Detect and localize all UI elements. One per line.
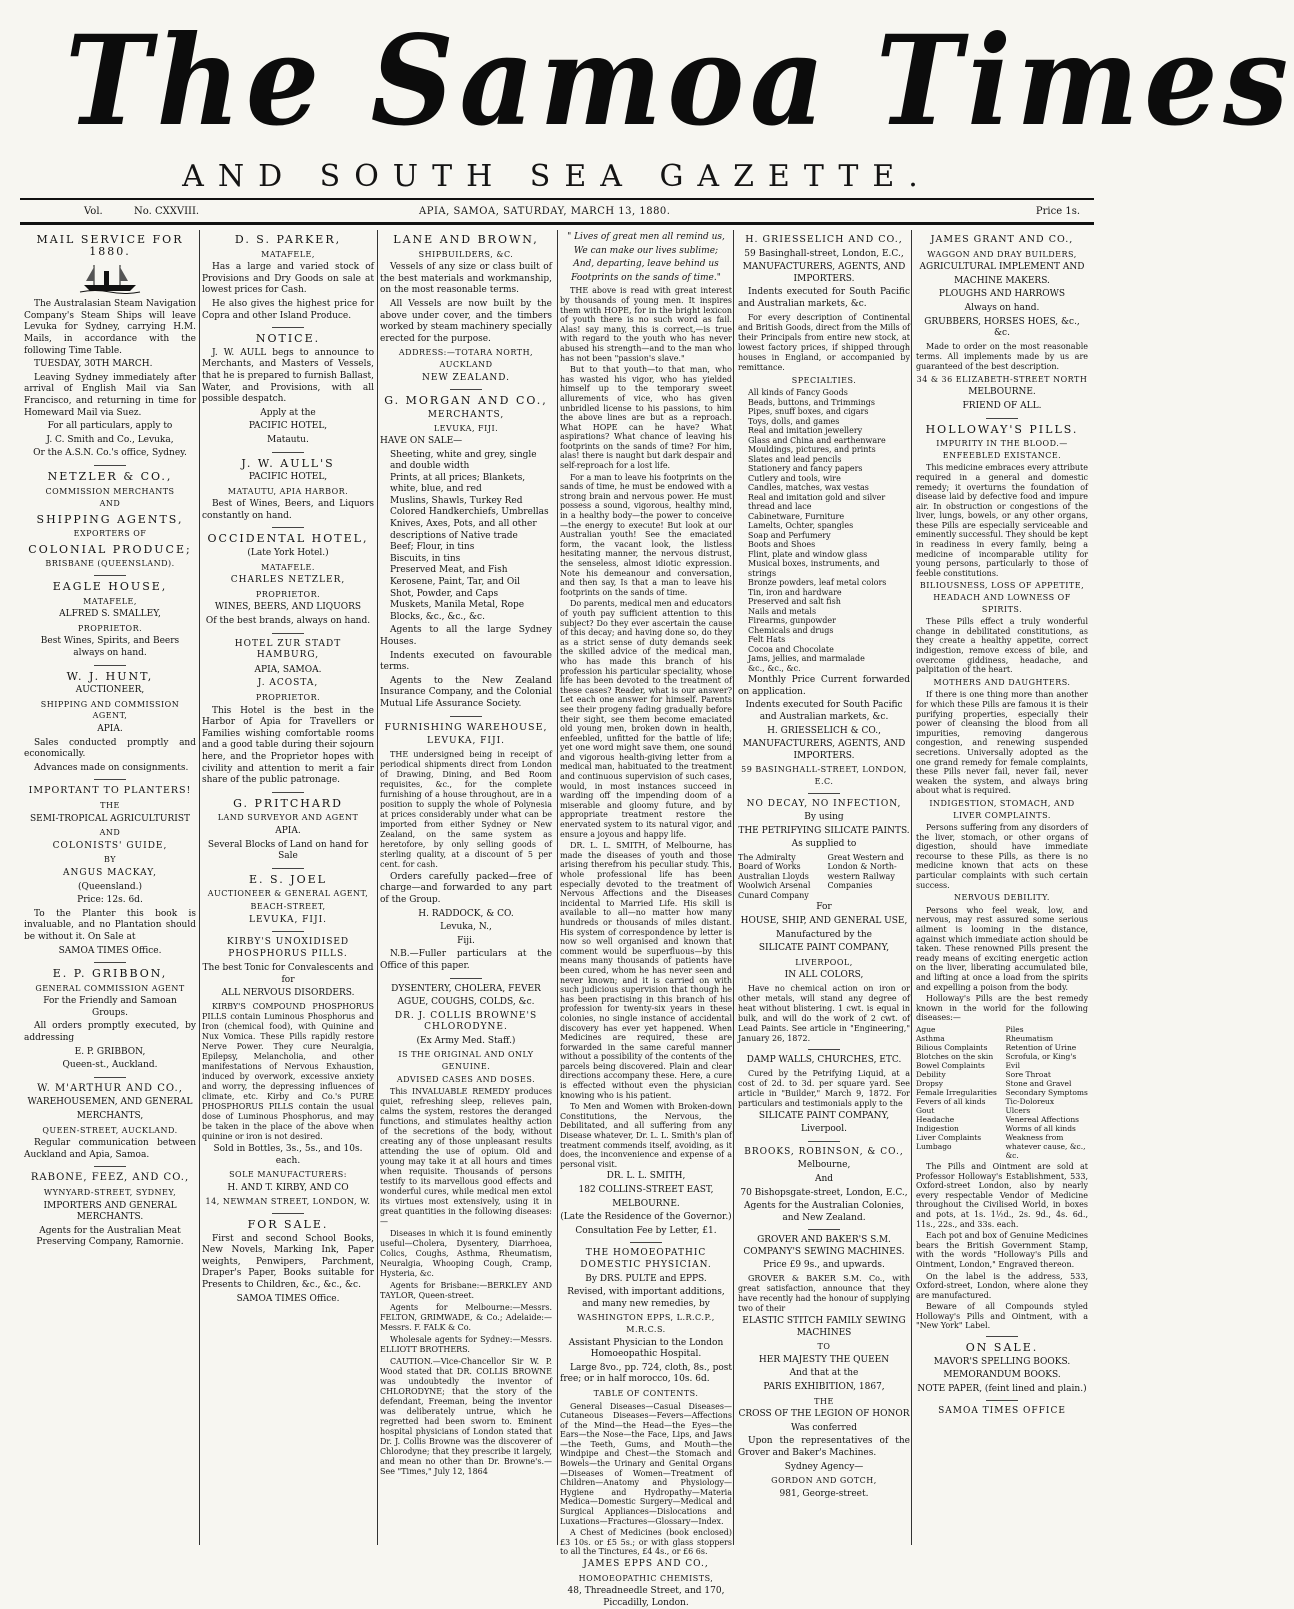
silicate-paint-ad: NO DECAY, NO INFECTION, By using THE PETRIFYING SILICATE PAINTS. As supplied to The Admiralty Board of Works Australian Lloyds Woolwich Arsenal Cunard Company Great Western and London & North- western Railway Companies For HOUSE, SHIP, AND GENERAL USE, Manufactured by the SILICATE PAINT COMPANY, LIVERPOOL, IN ALL COLORS, Have no chemical action on iron or other metals, will stand any degree of heat without blistering. 1 cwt. is equal in bulk, and will do the work of 2 cwt. of Lead Paints. See article in "Engineering," January 26, 1872. (738, 798, 910, 1043)
planters-guide-ad: IMPORTANT TO PLANTERS! THE SEMI-TROPICAL AGRICULTURIST AND COLONISTS' GUIDE, BY ANGUS MACKAY, (Queensland.) Price: 12s. 6d. To the Planter this book is invaluable, and no Plantation should be without it. On Sale at SAMOA TIMES Office. (24, 785, 196, 956)
divider (94, 1077, 126, 1078)
divider (808, 1049, 840, 1050)
divider (272, 868, 304, 869)
divider (94, 465, 126, 466)
pritchard-ad: G. PRITCHARD LAND SURVEYOR AND AGENT APIA. Several Blocks of Land on hand for Sale (207, 796, 369, 862)
suppliers-list: The Admiralty Board of Works Australian Lloyds Woolwich Arsenal Cunard Company Great Western and London & North- western Railway Companies (738, 852, 904, 900)
for-sale-ad: FOR SALE. First and second School Books, New Novels, Marking Ink, Paper weights, Penwipers, Parchment, Draper's Paper, Books suitable for Presents to Children, &c., &c., &c. SAMOA TIMES Office. (202, 1218, 374, 1304)
mail-service-ad: MAIL SERVICE FOR 1880. The Australasian Steam Navigation Company's Steam Ships will leave Levuka for Sydney, carrying H.M. Mails, in accordance with the following Time Table. TUESDAY, 30TH MARCH. Leaving Sydney immediately after arrival of English Mail via San Francisco, and returning in time for Homeward Mail via Suez. For all particulars, apply to J. C. Smith and Co., Levuka, Or the A.S.N. Co.'s office, Sydney. (24, 233, 196, 459)
damp-walls-ad: DAMP WALLS, CHURCHES, ETC. Cured by the Petrifying Liquid, at a cost of 2d. to 3d. per square yard. See article in "Builder," March 9, 1872. For particulars and testimonials apply to the SILICATE PAINT COMPANY, Liverpool. (738, 1054, 910, 1135)
divider (94, 962, 126, 963)
divider (450, 389, 482, 390)
column-1 (24, 230, 196, 1548)
divider (808, 793, 840, 794)
grover-baker-ad: GROVER AND BAKER'S S.M. COMPANY'S SEWING MACHINES. Price £9 9s., and upwards. GROVER & BAKER S.M. Co., with great satisfaction, announce that they have recently had the honour of supplying two of their ELASTIC STITCH FAMILY SEWING MACHINES TO HER MAJESTY THE QUEEN And that at the PARIS EXHIBITION, 1867, THE CROSS OF THE LEGION OF HONOR Was conferred Upon the representatives of the Grover and Baker's Machines. Sydney Agency— GORDON AND GOTCH, 981, George-street. (738, 1235, 910, 1499)
pacific-hotel-ad: J. W. AULL'S PACIFIC HOTEL, MATAUTU, APIA HARBOR. Best of Wines, Beers, and Liquors constantly on hand. (202, 456, 374, 521)
marthur-ad: W. M'ARTHUR AND CO., WAREHOUSEMEN, AND GENERAL MERCHANTS, QUEEN-STREET, AUCKLAND. Regular communication between Auckland and Apia, Samoa. (24, 1082, 196, 1160)
diseases-list: Ague Asthma Bilious Complaints Blotches on the skin Bowel Complaints Debility Dropsy Female Irregularities Fevers of all kinds Gout Headache Indigestion Liver Complaints Lumbago Piles Rheumatism Retention of Urine Scrofula, or King's Evil Sore Throat Stone and Gravel Secondary Symptoms Tic-Doloreux Ulcers Venereal Affections Worms of all kinds Weakness from whatever cause, &c., &c. (916, 1024, 1088, 1160)
divider (986, 1400, 1018, 1401)
column-5 (738, 230, 910, 1548)
divider (450, 716, 482, 717)
divider (808, 1229, 840, 1230)
divider (94, 575, 126, 576)
divider (272, 931, 304, 932)
morgan-ad: G. MORGAN AND CO., MERCHANTS, LEVUKA, FIJI. HAVE ON SALE— Sheeting, white and grey, single and double width Prints, at all prices; Blankets, white, blue, and red Muslins, Shawls, Turkey Red Colored Handkerchiefs, Umbrellas Knives, Axes, Pots, and all other descriptions of Native trade Beef; Flour, in tins Biscuits, in tins Preserved Meat, and Fish Kerosene, Paint, Tar, and Oil Shot, Powder, and Caps Muskets, Manila Metal, Rope Blocks, &c., &c., &c. Agents to all the large Sydney Houses. Indents executed on favourable terms. Agents to the New Zealand Insurance Company, and the Colonial Mutual Life Assurance Society. (380, 394, 552, 709)
joel-ad: E. S. JOEL AUCTIONEER & GENERAL AGENT, BEACH-STREET, LEVUKA, FIJI. (207, 872, 369, 925)
occidental-hotel-ad: OCCIDENTAL HOTEL, (Late York Hotel.) MATAFELE. CHARLES NETZLER, PROPRIETOR. WINES, BEERS, AND LIQUORS Of the best brands, always on hand. (205, 532, 371, 627)
steamship-icon (80, 261, 140, 295)
divider (272, 452, 304, 453)
column-2 (202, 230, 374, 1548)
masthead-rule-top (20, 198, 1094, 200)
kirby-pills-ad: KIRBY'S UNOXIDISED PHOSPHORUS PILLS. The best Tonic for Convalescents and for ALL NERVOUS DISORDERS. KIRBY'S COMPOUND PHOSPHORUS PILLS contain Luminous Phosphorus and Iron (chemical food), with Quinine and Nux Vomica. These Pills rapidly restore Nerve Power. They cure Neuralgia, Epilepsy, Melancholia, and other manifestations of Nervous Exhaustion, induced by overwork, excessive anxiety and worry, the depressing influences of climate, etc. Kirby and Co.'s PURE PHOSPHORUS PILLS contain the usual dose of Luminous Phosphorus, and may be taken in the place of the above when quinine or iron is not desired. Sold in Bottles, 3s., 5s., and 10s. each. SOLE MANUFACTURERS: H. AND T. KIRBY, AND CO 14, NEWMAN STREET, LONDON, W. (202, 937, 374, 1207)
newspaper-subtitle: AND SOUTH SEA GAZETTE. (182, 159, 932, 194)
column-4 (560, 230, 732, 1608)
masthead-rule-bottom (20, 222, 1094, 225)
column-3 (380, 230, 552, 1548)
divider (272, 1213, 304, 1214)
column-6 (916, 230, 1088, 1548)
issue-number: No. CXXVIII. (134, 206, 200, 217)
on-sale-ad: ON SALE. MAVOR'S SPELLING BOOKS. MEMORANDUM BOOKS. NOTE PAPER, (feint lined and plain.) SAMOA TIMES OFFICE (917, 1341, 1087, 1417)
eagle-house-ad: EAGLE HOUSE, MATAFELE, ALFRED S. SMALLEY, PROPRIETOR. Best Wines, Spirits, and Beers always on hand. (40, 580, 180, 659)
divider (986, 418, 1018, 419)
gribbon-ad: E. P. GRIBBON, GENERAL COMMISSION AGENT For the Friendly and Samoan Groups. All orders promptly executed, by addressing E. P. GRIBBON, Queen-st., Auckland. (24, 967, 196, 1071)
divider (94, 1166, 126, 1167)
divider (272, 633, 304, 634)
footprints-article: " Lives of great men all remind us, We can make our lives sublime; And, departing, leave behind us Footprints on the sands of time." THE above is read with great interest by thousands of young men. It inspires them with HOPE, for in the bright lexicon of youth there is no such word as fail. Alas! say many, this is correct,—is true with regard to the youth who has never abused his strength—and to the man who has not been "passion's slave." But to that youth—to that man, who has wasted his vigor, who has yielded himself up to the temporary sweet allurements of vice, who has given unbridled license to his passions, to him the above lines are but as a reproach. What HOPE can he have? What aspirations? What chance of leaving his footprints on the sands of time? For him, alas! there is naught but dark despair and self-reproach for a lost life. For a man to leave his footprints on the sands of time, he must be endowed with a strong brain and nervous power. He must possess a sound, vigorous, healthy mind, in a healthy body—the power to conceive—the energy to execute! But look at our Australian youth! See the emaciated form, the vacant look, the listless hesitating manner, the nervous distrust, the senseless, almost idiotic expression. Note his demeanour and conversation, and then say, Is that a man to leave his footprints on the sands of time. Do parents, medical men and educators of youth pay sufficient attention to this subject? Do they ever ascertain the cause of this decay; and having done so, do they as a strict sense of duty demands seek the skilled advice of the medical man, who has made this branch of his profession his particular speciality, whose life has been devoted to the treatment of these cases? Reader, what is our answer? Let each one answer for himself. Parents see their progeny fading gradually before their sight, see them become emaciated old young men, broken down in health, enfeebled, unfitted for the battle of life; yet one word might save them, one sound and vigorous health-giving letter from a medical man, habituated to the treatment and continuous supervision of such cases, would, in most instances succeed in warding off the impending doom of a miserable and gloomy future, and by appropriate treatment restore the enervated system to its natural vigor, and ensure a joyous and happy life. DR. L. L. SMITH, of Melbourne, has made the diseases of youth and those arising therefrom his peculiar study. This, whole professional life has been especially devoted to the treatment of Nervous Affections and the Diseases incidental to Married Life. His skill is available to all—no matter how many hundreds or thousands of miles distant. His system of correspondence by letter is now so well organised and known that comment would be superfluous—by this means many thousands of patients have been cured, whom he has never seen and never known; and it is carried on with such judicious supervision that though he has been practising in this branch of his profession for twenty-six years in these colonies, no single instance of accidental discovery has ever yet happened. When Medicines are required, these are forwarded in the same careful manner without a possibility of the contents of the parcels being discovered. Plain and clear directions accompany these. Here, a cure is effected without even the physician knowing who is his patient. To Men and Women with Broken-down Constitutions, the Nervous, the Debilitated, and all suffering from any Disease whatever, Dr. L. L. Smith's plan of treatment commends itself, avoiding, as it does, the inconvenience and expense of a personal visit. DR. L. L. SMITH, 182 COLLINS-STREET EAST, MELBOURNE. (Late the Residence of the Governor.) Consultation Fee by Letter, £1. (560, 232, 732, 1236)
page-columns (18, 230, 1098, 1608)
divider (272, 527, 304, 528)
aull-notice: NOTICE. J. W. AULL begs to announce to Merchants, and Masters of Vessels, that he is prepared to furnish Ballast, Water, and Provisions, with all possible despatch. Apply at the PACIFIC HOTEL, Matautu. (202, 332, 374, 445)
dateline-bar (24, 203, 1090, 221)
lane-brown-ad: LANE AND BROWN, SHIPBUILDERS, &C. Vessels of any size or class built of the best materials and workmanship, on the most reasonable terms. All Vessels are now built by the above under cover, and the timbers worked by steam machinery specially erected for the purpose. ADDRESS:—TOTARA NORTH, AUCKLAND NEW ZEALAND. (380, 233, 552, 383)
james-grant-ad: JAMES GRANT AND CO., WAGGON AND DRAY BUILDERS, AGRICULTURAL IMPLEMENT AND MACHINE MAKERS. PLOUGHS AND HARROWS Always on hand. GRUBBERS, HORSES HOES, &c., &c. Made to order on the most reasonable terms. All implements made by us are guaranteed of the best description. 34 & 36 ELIZABETH-STREET NORTH MELBOURNE. FRIEND OF ALL. (916, 234, 1088, 411)
brooks-robinson-ad: BROOKS, ROBINSON, & CO., Melbourne, And 70 Bishopsgate-street, London, E.C., Agents for the Australian Colonies, and New Zealand. (740, 1146, 908, 1223)
divider (94, 665, 126, 666)
issue-price: Price 1s. (1035, 206, 1080, 217)
issue-date: APIA, SAMOA, SATURDAY, MARCH 13, 1880. (419, 206, 671, 217)
furnishing-warehouse-ad: FURNISHING WAREHOUSE, LEVUKA, FIJI. THE undersigned being in receipt of periodical shipments direct from London of Drawing, Dining, and Bed Room requisites, &c., for the complete furnishing of a house throughout, are in a position to supply the whole of Polynesia at prices considerably under what can be imported from either Sydney or New Zealand, on the same system as heretofore, by only selling goods of sterling quality, at a discount of 5 per cent. for cash. Orders carefully packed—free of charge—and forwarded to any part of the Group. H. RADDOCK, & CO. Levuka, N., Fiji. N.B.—Fuller particulars at the Office of this paper. (380, 721, 552, 971)
divider (808, 1141, 840, 1142)
divider (272, 792, 304, 793)
griesselich-ad: H. GRIESSELICH AND CO., 59 Basinghall-street, London, E.C., MANUFACTURERS, AGENTS, AND IMPORTERS. Indents executed for South Pacific and Australian markets, &c. For every description of Continental and British Goods, direct from the Mills of their Principals from entire new stock, at lowest factory prices, if shipped through houses in England, or accompanied by remittance. SPECIALTIES. All kinds of Fancy Goods Beads, buttons, and Trimmings Pipes, snuff boxes, and cigars Toys, dolls, and games Real and imitation jewellery Glass and China and earthenware Mouldings, pictures, and prints Slates and lead pencils Stationery and fancy papers Cutlery and tools, wire Candles, matches, wax vestas Real and imitation gold and silver thread and lace Cabinetware, Furniture Lamelts, Ochter, spangles Soap and Perfumery Boots and Shoes Flint, plate and window glass Musical boxes, instruments, and strings Bronze powders, leaf metal colors Tin, iron and hardware Preserved and salt fish Nails and metals Firearms, gunpowder Chemicals and drugs Felt Hats Cocoa and Chocolate Jams, jellies, and marmalade &c., &c., &c. Monthly Price Current forwarded on application. Indents executed for South Pacific and Australian markets, &c. H. GRIESSELICH & CO., MANUFACTURERS, AGENTS, AND IMPORTERS. 59 BASINGHALL-STREET, LONDON, E.C. (738, 234, 910, 786)
chlorodyne-ad: DYSENTERY, CHOLERA, FEVER AGUE, COUGHS, COLDS, &c. DR. J. COLLIS BROWNE'S CHLORODYNE. (Ex Army Med. Staff.) IS THE ORIGINAL AND ONLY GENUINE. ADVISED CASES AND DOSES. This INVALUABLE REMEDY produces quiet, refreshing sleep, relieves pain, calms the system, restores the deranged functions, and stimulates healthy action of the secretions of the body, without creating any of those unpleasant results attending the use of opium. Old and young may take it at all hours and times when requisite. Thousands of persons testify to its marvellous good effects and wonderful cures, while medical men extol its virtues most extensively, using it in great quantities in the following diseases:— Diseases in which it is found eminently useful—Cholera, Dysentery, Diarrhoea, Colics, Coughs, Asthma, Rheumatism, Neuralgia, Whooping Cough, Cramp, Hysteria, &c. Agents for Brisbane:—BERKLEY AND TAYLOR, Queen-street. Agents for Melbourne:—Messrs. FELTON, GRIMWADE, & Co.; Adelaide:—Messrs. F. FALK & Co. Wholesale agents for Sydney:—Messrs. ELLIOTT BROTHERS. CAUTION.—Vice-Chancellor Sir W. P. Wood stated that DR. COLLIS BROWNE was undoubtedly the inventor of CHLORODYNE; that the story of the defendant, Freeman, being the inventor was deliberately untrue, which he regretted had been sworn to. Eminent hospital physicians of London stated that Dr. J. Collis Browne was the discoverer of Chlorodyne; that they prescribe it largely, and mean no other than Dr. Browne's.—See "Times," July 12, 1864 (380, 983, 552, 1477)
rabone-ad: RABONE, FEEZ, AND CO., WYNYARD-STREET, SYDNEY, IMPORTERS AND GENERAL MERCHANTS. Agents for the Australian Meat Preserving Company, Ramornie. (30, 1172, 190, 1248)
netzler-ad: NETZLER & CO., COMMISSION MERCHANTS AND SHIPPING AGENTS, EXPORTERS OF COLONIAL PRODUCE; BRISBANE (QUEENSLAND). (28, 469, 192, 569)
hamburg-hotel-ad: HOTEL ZUR STADT HAMBURG, APIA, SAMOA. J. ACOSTA, PROPRIETOR. This Hotel is the best in the Harbor of Apia for Travellers or Families wishing comfortable rooms and a good table during their sojourn here, and the Proprietor hopes with civility and attention to merit a fair share of the public patronage. (202, 638, 374, 786)
holloway-pills-ad: HOLLOWAY'S PILLS. IMPURITY IN THE BLOOD.—ENFEEBLED EXISTANCE. This medicine embraces every attribute required in a general and domestic remedy; it overturns the foundation of disease laid by defective food and impure air. In obstruction or congestions of the liver, lungs, bowels, or any other organs, these Pills are especially serviceable and eminently successful. They should be kept in readiness in every family, being a medicine of incomparable utility for young persons, particularly to those of feeble constitutions. BILIOUSNESS, LOSS OF APPETITE, HEADACH AND LOWNESS OF SPIRITS. These Pills effect a truly wonderful change in debilitated constitutions, as they create a healthy appetite, correct indigestion, remove excess of bile, and overcome giddiness, headache, and palpitation of the heart. MOTHERS AND DAUGHTERS. If there is one thing more than another for which these Pills are famous it is their purifying properties, especially their power of cleansing the blood from all impurities, removing dangerous congestion, and renewing suspended secretions. Universally adopted as the one grand remedy for female complaints, these Pills never fail, never fail, never weaken the system, and always bring about what is required. INDIGESTION, STOMACH, AND LIVER COMPLAINTS. Persons suffering from any disorders of the liver, stomach, or other organs of digestion, should have immediate recourse to these Pills, as there is no medicine known that acts on these particular complaints with such certain success. NERVOUS DEBILITY. Persons who feel weak, low, and nervous, may rest assured some serious ailment is looming in the distance, against which immediate action should be taken. These renowned Pills present the ready means of exciting energetic action on the liver, liberating accumulated bile, and lifting at once a load from the spirits and expelling a poison from the body. Holloway's Pills are the best remedy known in the world for the following diseases:— Ague Asthma Bilious Complaints Blotches on the skin Bowel Complaints Debility Dropsy Female Irregularities Fevers of all kinds Gout Headache Indigestion Liver Complaints Lumbago Piles Rheumatism Retention of Urine Scrofula, or King's Evil Sore Throat Stone and Gravel Secondary Symptoms Tic-Doloreux Ulcers Venereal Affections Worms of all kinds Weakness from whatever cause, &c., &c. The Pills and Ointment are sold at Professor Holloway's Establishment, 533, Oxford-street London, also by nearly every respectable Vendor of Medicine throughout the Civilised World, in boxes and pots, at 1s. 1½d., 2s. 9d., 4s. 6d., 11s., 22s., and 33s. each. Each pot and box of Genuine Medicines bears the British Government Stamp, with the words "Holloway's Pills and Ointment, London," Engraved thereon. On the label is the address, 533, Oxford-street, London, where alone they are manufactured. Beware of all Compounds styled Holloway's Pills and Ointment, with a "New York" Label. (916, 422, 1088, 1331)
newspaper-title: The Samoa Times (65, 9, 1294, 154)
morgan-goods-list: Sheeting, white and grey, single and double width Prints, at all prices; Blankets, white, blue, and red Muslins, Shawls, Turkey Red Colored Handkerchiefs, Umbrellas Knives, Axes, Pots, and all other descriptions of Native trade Beef; Flour, in tins Biscuits, in tins Preserved Meat, and Fish Kerosene, Paint, Tar, and Oil Shot, Powder, and Caps Muskets, Manila Metal, Rope Blocks, &c., &c., &c. (390, 449, 549, 622)
divider (94, 779, 126, 780)
volume-label: Vol. (84, 206, 103, 217)
divider (450, 978, 482, 979)
hunt-ad: W. J. HUNT, AUCTIONEER, SHIPPING AND COMMISSION AGENT, APIA. Sales conducted promptly and economically. Advances made on consignments. (24, 669, 196, 773)
parker-ad: D. S. PARKER, MATAFELE, Has a large and varied stock of Provisions and Dry Goods on sale at lowest prices for Cash. He also gives the highest price for Copra and other Island Produce. (202, 233, 374, 321)
masthead (0, 0, 1294, 200)
divider (986, 1336, 1018, 1337)
specialties-list: All kinds of Fancy Goods Beads, buttons, and Trimmings Pipes, snuff boxes, and cigars Toys, dolls, and games Real and imitation jewellery Glass and China and earthenware Mouldings, pictures, and prints Slates and lead pencils Stationery and fancy papers Cutlery and tools, wire Candles, matches, wax vestas Real and imitation gold and silver thread and lace Cabinetware, Furniture Lamelts, Ochter, spangles Soap and Perfumery Boots and Shoes Flint, plate and window glass Musical boxes, instruments, and strings Bronze powders, leaf metal colors Tin, iron and hardware Preserved and salt fish Nails and metals Firearms, gunpowder Chemicals and drugs Felt Hats Cocoa and Chocolate Jams, jellies, and marmalade &c., &c., &c. (748, 388, 887, 673)
divider (630, 1242, 662, 1243)
homoeopathic-ad: THE HOMOEOPATHIC DOMESTIC PHYSICIAN. By DRS. PULTE and EPPS. Revised, with important additions, and many new remedies, by WASHINGTON EPPS, L.R.C.P., M.R.C.S. Assistant Physician to the London Homoeopathic Hospital. Large 8vo., pp. 724, cloth, 8s., post free; or in half morocco, 10s. 6d. TABLE OF CONTENTS. General Diseases—Casual Diseases—Cutaneous Diseases—Fevers—Affections of the Mind—the Head—the Eyes—the Ears—the Nose—the Face, Lips, and Jaws—the Teeth, Gums, and Mouth—the Windpipe and Chest—the Stomach and Bowels—the Urinary and Genital Organs—Diseases of Women—Treatment of Children—Anatomy and Physiology—Hygiene and Hydropathy—Materia Medica—Domestic Surgery—Medical and Surgical Appliances—Dislocations and Luxations—Fractures—Glossary—Index. A Chest of Medicines (book enclosed) £3 10s. or £5 5s.; or with glass stoppers to all the Tinctures, £4 4s., or £6 6s. JAMES EPPS AND CO., HOMOEOPATHIC CHEMISTS, 48, Threadneedle Street, and 170, Piccadilly, London. (560, 1248, 732, 1608)
divider (272, 327, 304, 328)
